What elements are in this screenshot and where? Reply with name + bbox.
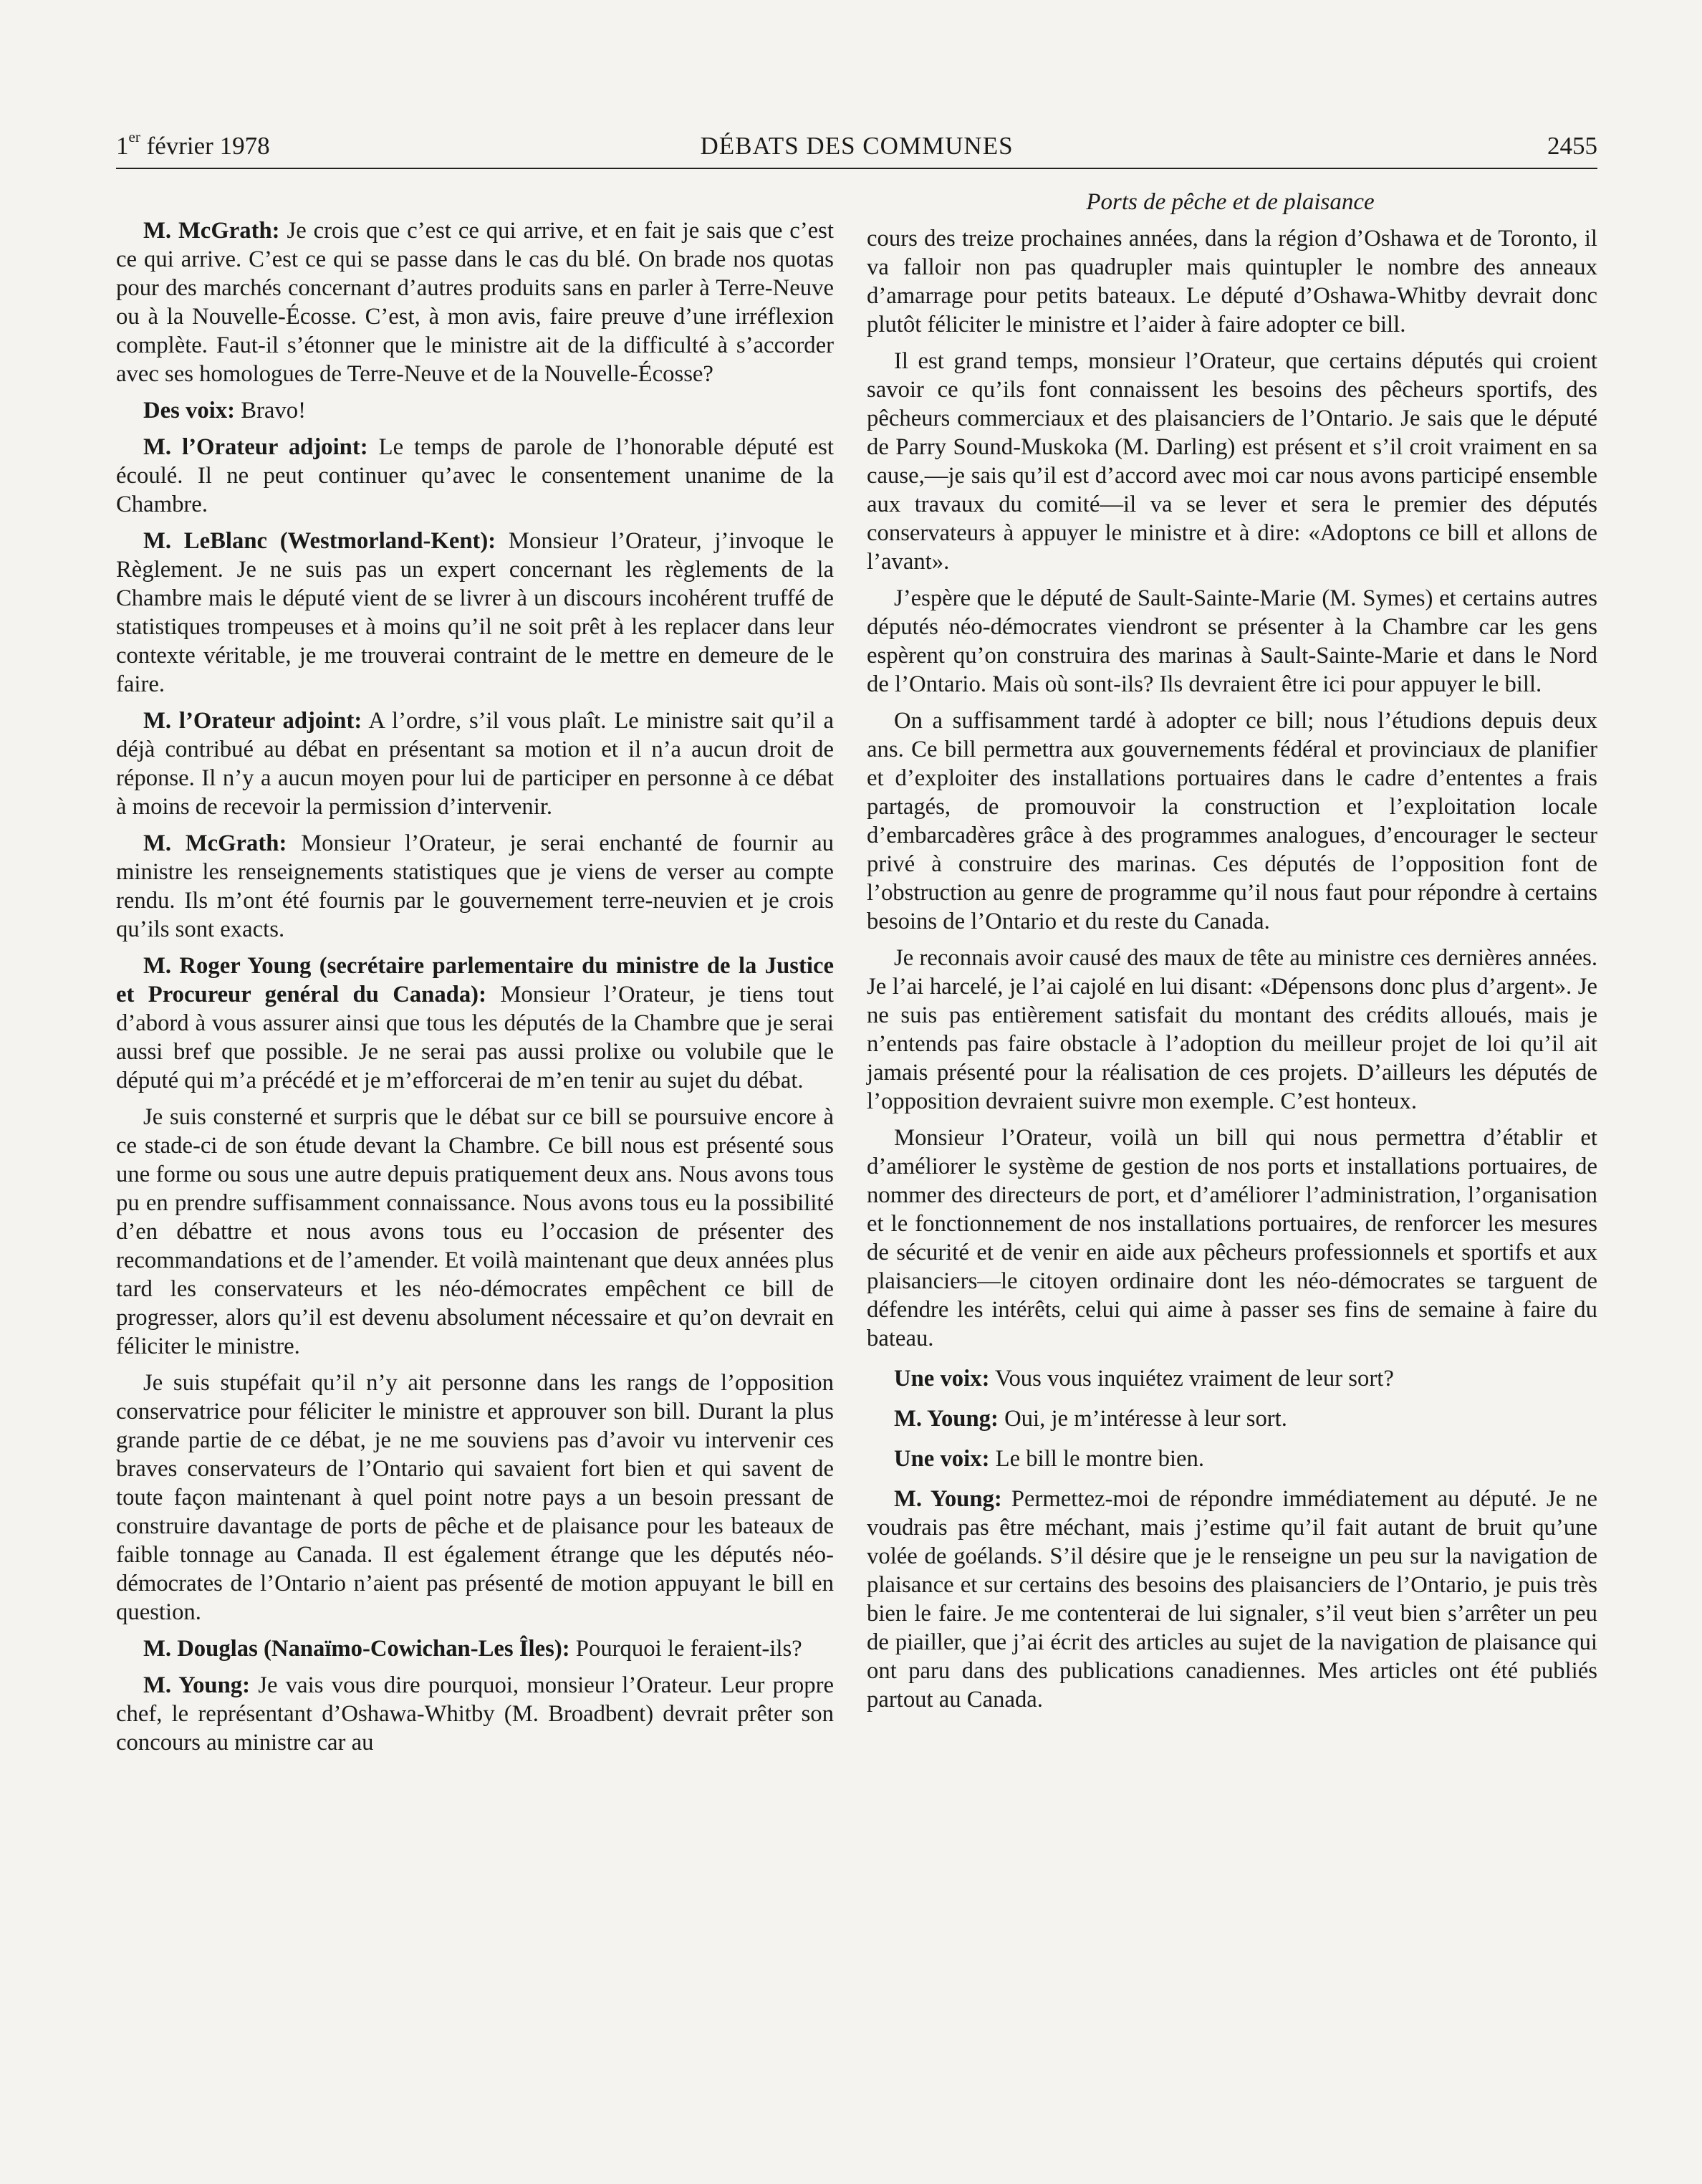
speaker-name: M. l’Orateur adjoint: [143,708,362,734]
speaker-name: M. Young: [894,1406,999,1432]
paragraph [867,1404,1597,1433]
speech-text: Le bill le montre bien. [989,1446,1205,1472]
speech-text: Monsieur l’Orateur, voilà un bill qui nous permettra d’établir et d’améliorer le système de gestion de nos ports et installations portuaires, de nommer des directeurs de port, et d’améliorer l’administration, l’organisation et le fonctionnement de nos installations portuaires, de renforcer les mesures de sécurité et de venir en aide aux pêcheurs professionnels et sportifs et aux plaisanciers—le citoyen ordinaire dont les néo-démocrates se targuent de défendre les intérêts, celui qui aime à passer ses fins de semaine à faire du bateau. [867,1125,1597,1351]
speaker-name: Une voix: [894,1366,990,1392]
speech-text: Oui, je m’intéresse à leur sort. [998,1406,1287,1432]
paragraph [116,1369,834,1627]
page-number: 2455 [1547,132,1597,160]
speech-text: Vous vous inquiétez vraiment de leur sort? [989,1366,1394,1392]
paragraph [867,224,1597,339]
paragraph [116,829,834,944]
paragraph [867,584,1597,699]
speech-text: Je reconnais avoir causé des maux de tête au ministre ces dernières années. Je l’ai harcelé, je l’ai cajolé en lui disant: «Dépensons donc plus d’argent». Je ne suis pas entièrement satisfait du montant des crédits alloués, mais je n’entends pas faire obstacle à l’adoption du meilleur projet de loi qu’il ait jamais présenté pour la réalisation de ces projets. D’ailleurs les députés de l’opposition devraient suivre mon exemple. C’est honteux. [867,945,1597,1114]
paragraph [867,347,1597,576]
header-title: DÉBATS DES COMMUNES [700,132,1014,160]
speech-text: Je crois que c’est ce qui arrive, et en fait je sais que c’est ce qui arrive. C’est ce qui se passe dans le cas du blé. On brade nos quotas pour des marchés concernant d’autres produits sans en parler à Terre-Neuve ou à la Nouvelle-Écosse. C’est, à mon avis, faire preuve d’une irréflexion complète. Faut-il s’étonner que le ministre ait de la difficulté à s’accorder avec ses homologues de Terre-Neuve et de la Nouvelle-Écosse? [116,218,834,387]
speech-text: Je suis stupéfait qu’il n’y ait personne dans les rangs de l’opposition conservatrice pour féliciter le ministre et approuver son bill. Durant la plus grande partie de ce débat, je ne me souviens pas d’avoir vu intervenir ces braves conservateurs de l’Ontario qui savaient fort bien et qui savent de toute façon maintenant à quel point notre pays a un besoin pressant de construire davantage de ports de pêche et de plaisance pour les bateaux de faible tonnage au Canada. Il est également étrange que les députés néo-démocrates de l’Ontario n’aient pas présenté de motion appuyant le bill en question. [116,1370,834,1625]
speech-text: cours des treize prochaines années, dans la région d’Oshawa et de Toronto, il va falloir non pas quadrupler mais quintupler le nombre des anneaux d’amarrage pour petits bateaux. Le député d’Oshawa-Whitby devrait donc plutôt féliciter le ministre et l’aider à faire adopter ce bill. [867,226,1597,337]
paragraph [867,944,1597,1116]
speech-text: Je vais vous dire pourquoi, monsieur l’Orateur. Leur propre chef, le représentant d’Oshawa-Whitby (M. Broadbent) devrait prêter son concours au ministre car au [116,1672,834,1756]
speech-text: Monsieur l’Orateur, je serai enchanté de fournir au ministre les renseignements statistiques que je viens de verser au compte rendu. Ils m’ont été fournis par le gouvernement terre-neuvien et je crois qu’ils sont exacts. [116,830,834,942]
paragraph [867,1445,1597,1473]
speech-text: A l’ordre, s’il vous plaît. Le ministre sait qu’il a déjà contribué au débat en présentant sa motion et il n’a aucun droit de réponse. Il n’y a aucun moyen pour lui de participer en personne à ce débat à moins de recevoir la permission d’intervenir. [116,708,834,820]
speech-text: On a suffisamment tardé à adopter ce bill; nous l’étudions depuis deux ans. Ce bill permettra aux gouvernements fédéral et provinciaux de planifier et d’exploiter des installations portuaires dans le cadre d’ententes a frais partagés, de promouvoir la construction et l’exploitation locale d’embarcadères grâce à des programmes analogues, d’encourager le secteur privé à construire des marinas. Ces députés de l’opposition font de l’obstruction au genre de programme qu’il nous faut pour répondre à certains besoins de l’Ontario et du reste du Canada. [867,708,1597,934]
paragraph [116,216,834,388]
speech-text: Monsieur l’Orateur, je tiens tout d’abord à vous assurer ainsi que tous les députés de la Chambre que je serai aussi bref que possible. Je ne serai pas aussi prolixe ou volubile que le député qui m’a précédé et je m’efforcerai de m’en tenir au sujet du débat. [116,982,834,1093]
speaker-name: Une voix: [894,1446,990,1472]
left-column [116,216,834,1765]
paragraph [867,1124,1597,1353]
speech-text: Bravo! [235,398,306,423]
speech-text: Je suis consterné et surpris que le débat sur ce bill se poursuive encore à ce stade-ci de son étude devant la Chambre. Ce bill nous est présenté sous une forme ou sous une autre depuis pratiquement deux ans. Nous avons tous pu en prendre suffisamment connaissance. Nous avons tous eu la possibilité d’en débattre et nous avons tous eu l’occasion de présenter des recommandations et de l’amender. Et voilà maintenant que deux années plus tard les conservateurs et les néo-démocrates empêchent ce bill de progresser, alors qu’il est devenu absolument nécessaire et qu’on devrait en féliciter le ministre. [116,1104,834,1359]
speaker-name: M. l’Orateur adjoint: [143,434,368,460]
paragraph [116,1634,834,1663]
speaker-name: Des voix: [143,398,236,423]
page-header [116,128,1597,169]
paragraph [116,396,834,425]
paragraph [116,1103,834,1361]
speech-text: Monsieur l’Orateur, j’invoque le Règlement. Je ne suis pas un expert concernant les règlements de la Chambre mais le député vient de se livrer à un discours incohérent truffé de statistiques trompeuses et à moins qu’il ne soit prêt à les replacer dans leur contexte véritable, je me trouverai contraint de le mettre en demeure de le faire. [116,528,834,697]
speaker-name: M. Young: [143,1672,251,1698]
paragraph [867,707,1597,936]
speech-text: Le temps de parole de l’honorable député est écoulé. Il ne peut continuer qu’avec le consentement unanime de la Chambre. [116,434,834,517]
speaker-name: M. McGrath: [143,830,287,856]
speaker-name: M. Roger Young (secrétaire parlementaire du ministre de la Justice et Procureur genéral du Canada): [116,953,834,1007]
speech-text: J’espère que le député de Sault-Sainte-Marie (M. Symes) et certains autres députés néo-démocrates viendront se présenter à la Chambre car les gens espèrent qu’on construira des marinas à Sault-Sainte-Marie et dans le Nord de l’Ontario. Mais où sont-ils? Ils devraient être ici pour appuyer le bill. [867,585,1597,697]
header-date: 1er février 1978 [116,128,270,160]
paragraph [867,1364,1597,1393]
paragraph [116,952,834,1095]
speaker-name: M. Douglas (Nanaïmo-Cowichan-Les Îles): [143,1636,570,1662]
paragraph [867,1485,1597,1714]
speaker-name: M. LeBlanc (Westmorland-Kent): [143,528,496,554]
paragraph [116,1671,834,1757]
speech-text: Pourquoi le feraient-ils? [569,1636,802,1662]
paragraph [116,433,834,519]
paragraph [116,527,834,699]
speaker-name: M. McGrath: [143,218,280,244]
speech-text: Permettez-moi de répondre immédiatement au député. Je ne voudrais pas être méchant, mais j’estime qu’il fait autant de bruit qu’une volée de goélands. S’il désire que je le renseigne un peu sur la navigation de plaisance et sur certains des besoins des plaisanciers de l’Ontario, je puis très bien le faire. Je me contenterai de lui signaler, s’il veut bien s’arrêter un peu de piailler, que j’ai écrit des articles au sujet de la navigation de plaisance qui ont paru dans des publications canadiennes. Mes articles ont été publiés partout au Canada. [867,1486,1597,1713]
speech-text: Il est grand temps, monsieur l’Orateur, que certains députés qui croient savoir ce qu’ils font connaissent les besoins des pêcheurs sportifs, des pêcheurs commerciaux et des plaisanciers de l’Ontario. Je sais que le député de Parry Sound-Muskoka (M. Darling) est présent et s’il croit vraiment en sa cause,—je sais qu’il est d’accord avec moi car nous avons participé ensemble aux travaux du comité—il va se lever et sera le premier des députés conservateurs à appuyer le ministre et à dire: «Adoptons ce bill et allons de l’avant». [867,348,1597,575]
header-rule [116,168,1597,169]
speaker-name: M. Young: [894,1486,1002,1512]
right-column [867,224,1597,1722]
paragraph [116,707,834,821]
column-running-title: Ports de pêche et de plaisance [1086,189,1375,215]
